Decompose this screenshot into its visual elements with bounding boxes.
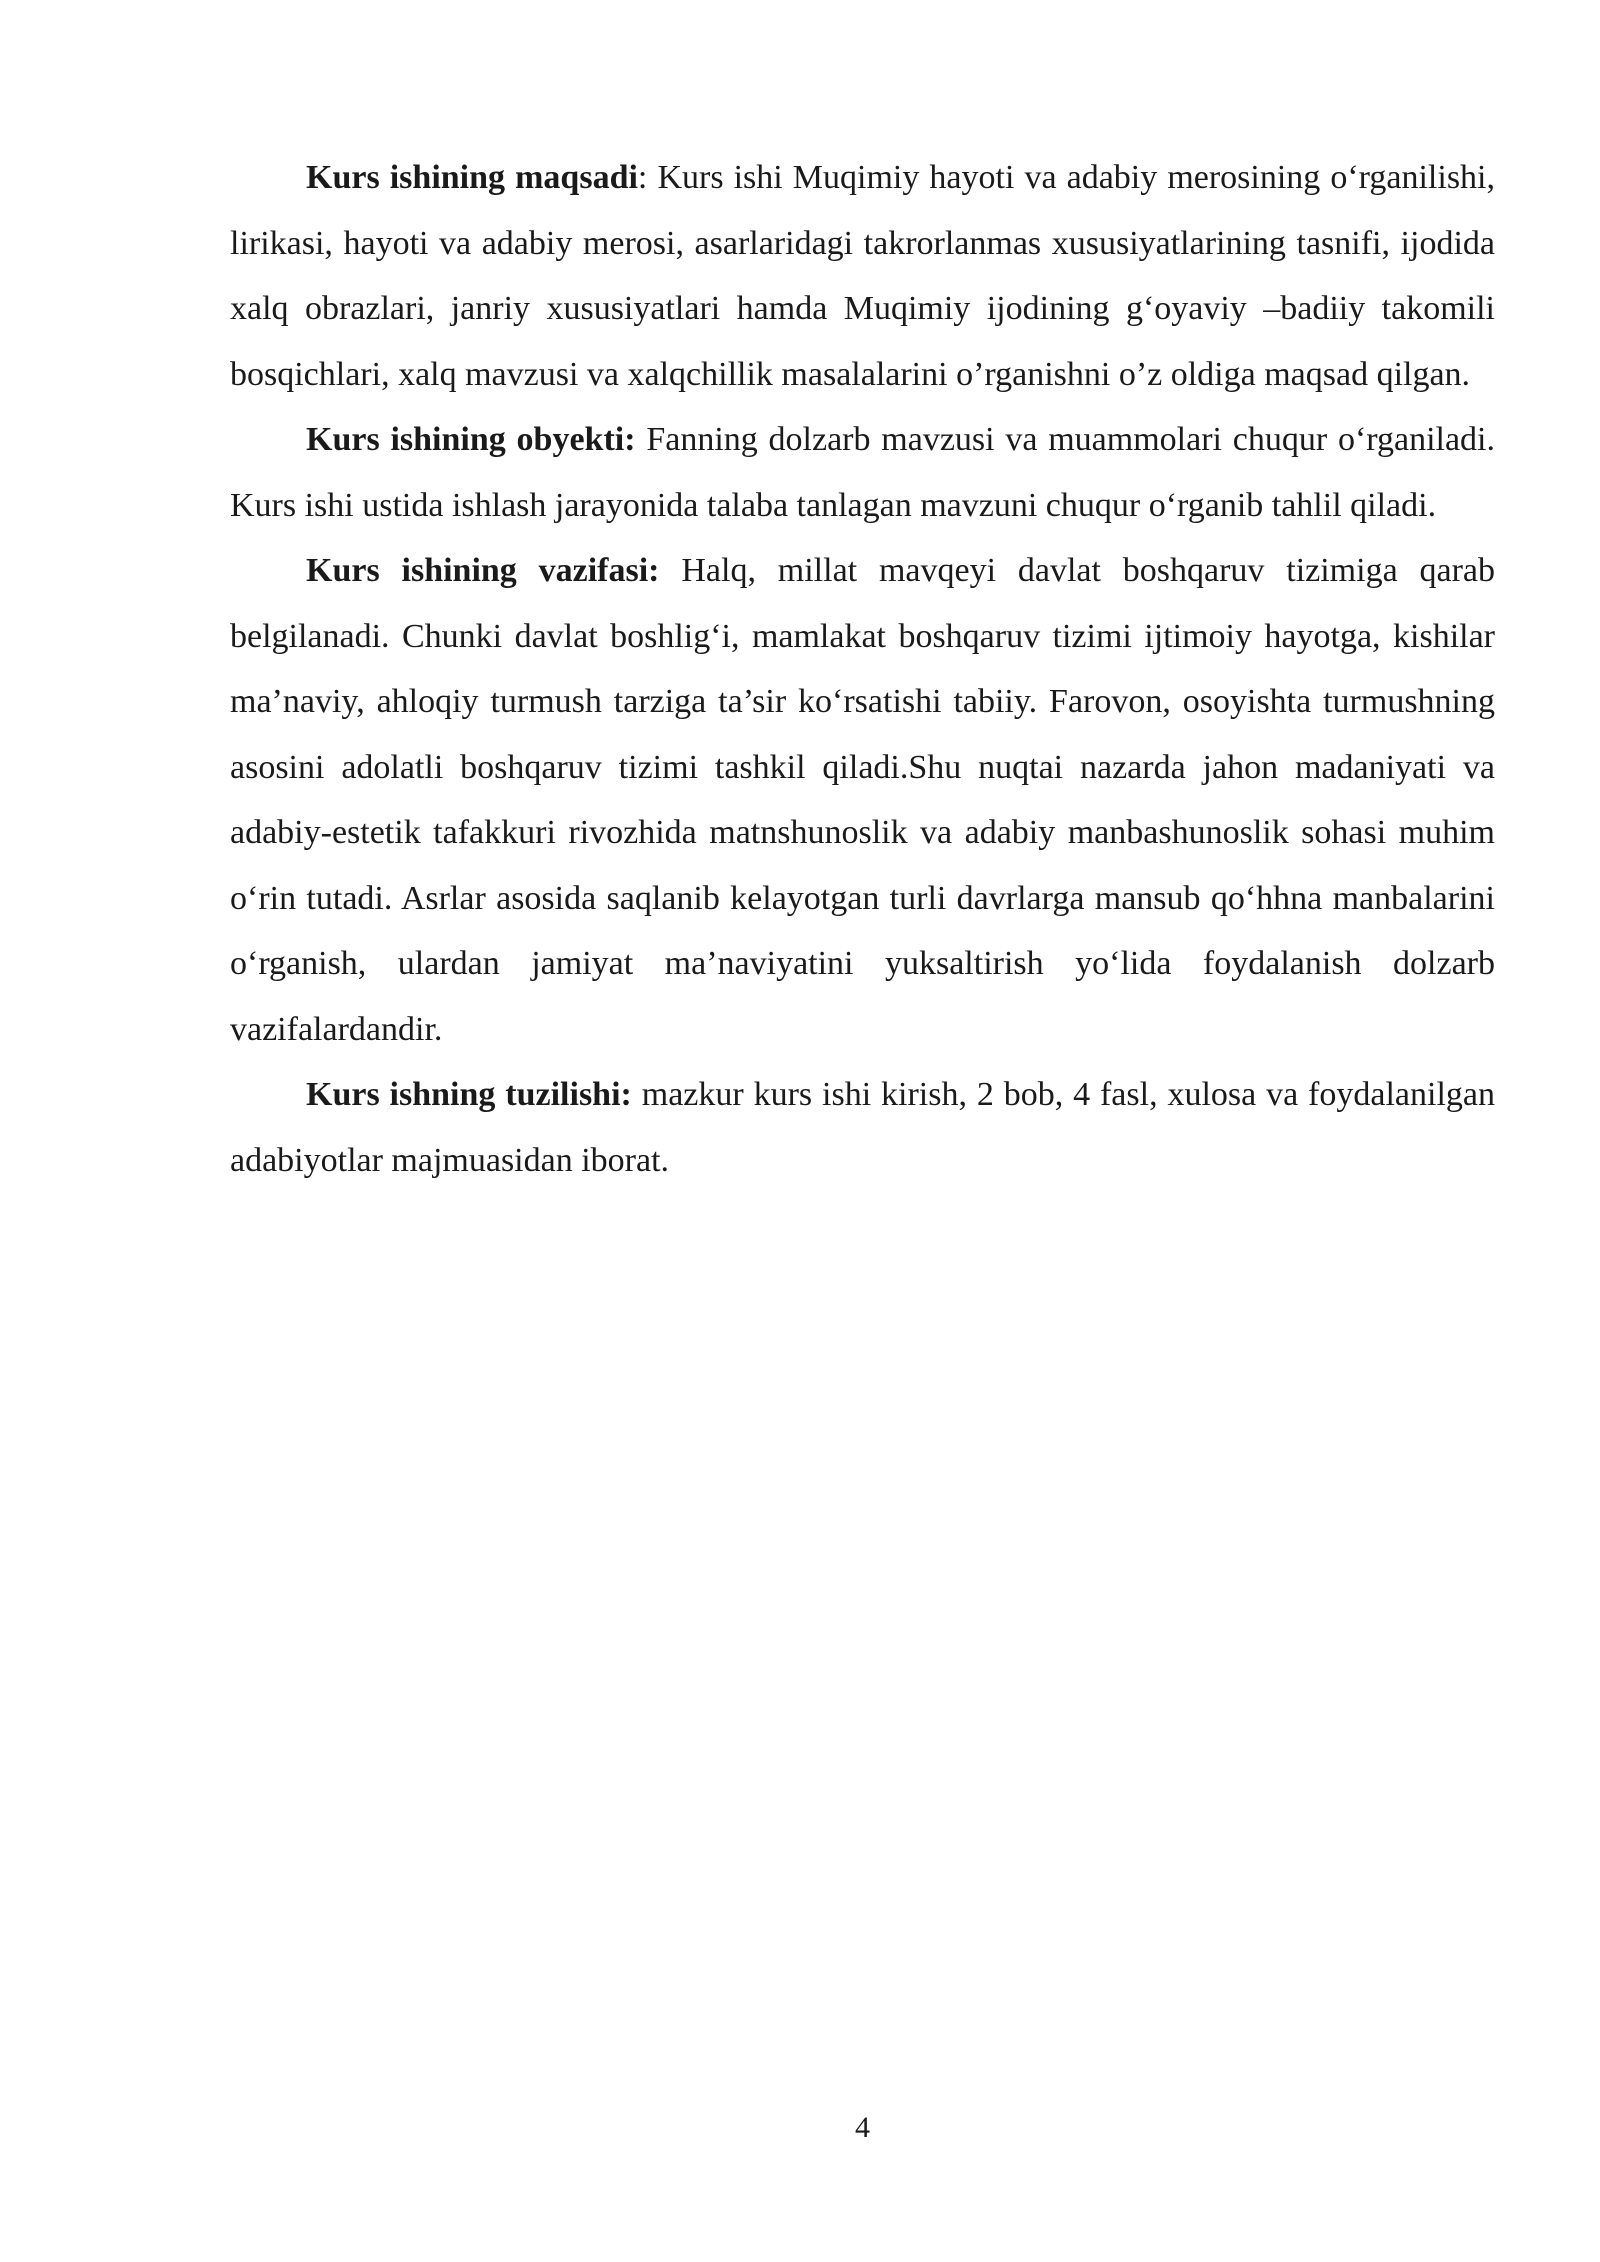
paragraph-tasks <box>230 538 1495 1062</box>
paragraph-text: mazkur kurs ishi kirish, 2 bob, 4 fasl, xulosa va foydalanilgan adabiyotlar majmuasidan iborat. <box>230 1076 1495 1179</box>
paragraph-heading: Kurs ishining obyekti: <box>306 421 636 458</box>
paragraph-text: Fanning dolzarb mavzusi va muammolari chuqur o‘rganiladi. Kurs ishi ustida ishlash jarayonida talaba tanlagan mavzuni chuqur o‘rganib tahlil qiladi. <box>230 421 1495 524</box>
paragraph-purpose <box>230 145 1495 407</box>
paragraph-text: Halq, millat mavqeyi davlat boshqaruv tizimiga qarab belgilanadi. Chunki davlat boshlig‘i, mamlakat boshqaruv tizimi ijtimoiy hayotga, kishilar ma’naviy, ahloqiy turmush tarziga ta’sir ko‘rsatishi tabiiy. Farovon, osoyishta turmushning asosini adolatli boshqaruv tizimi tashkil qiladi.Shu nuqtai nazarda jahon madaniyati va adabiy-estetik tafakkuri rivozhida matnshunoslik va adabiy manbashunoslik sohasi muhim o‘rin tutadi. Asrlar asosida saqlanib kelayotgan turli davrlarga mansub qo‘hhna manbalarini o‘rganish, ulardan jamiyat ma’naviyatini yuksaltirish yo‘lida foydalanish dolzarb vazifalardandir. <box>230 552 1496 1048</box>
paragraph-object <box>230 407 1495 538</box>
paragraph-heading: Kurs ishning tuzilishi: <box>306 1076 632 1113</box>
paragraph-separator <box>636 421 647 458</box>
page-number: 4 <box>855 2111 870 2144</box>
document-body <box>230 145 1495 1193</box>
paragraph-text: Kurs ishi Muqimiy hayoti va adabiy merosining o‘rganilishi, lirikasi, hayoti va adabiy merosi, asarlaridagi takrorlanmas xususiyatlarining tasnifi, ijodida xalq obrazlari, janriy xususiyatlari hamda Muqimiy ijodining g‘oyaviy –badiiy takomili bosqichlari, xalq mavzusi va xalqchillik masalalarini o’rganishni o’z oldiga maqsad qilgan. <box>230 159 1495 393</box>
paragraph-heading: Kurs ishining vazifasi: <box>306 552 660 589</box>
paragraph-heading: Kurs ishining maqsadi <box>306 159 638 196</box>
paragraph-structure <box>230 1062 1495 1193</box>
paragraph-separator <box>632 1076 642 1113</box>
paragraph-separator: : <box>637 159 658 196</box>
paragraph-separator <box>660 552 682 589</box>
